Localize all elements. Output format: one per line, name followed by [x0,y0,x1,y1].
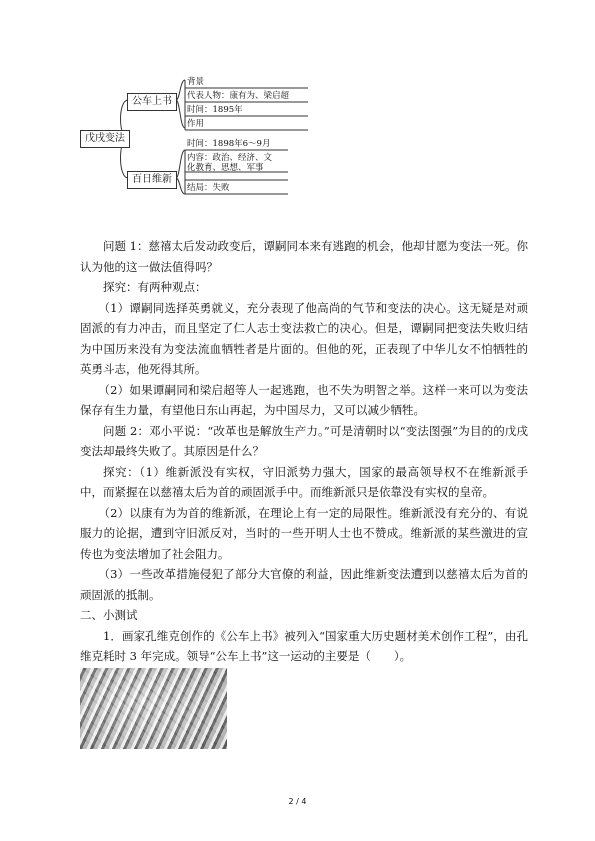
mind-map-leaf: 代表人物：康有为、梁启超 [187,91,290,101]
mind-map-branch-gongche: 公车上书 [127,93,177,111]
mind-map-leaf: 结局：失败 [187,183,230,193]
question-1: 问题 1：慈禧太后发动政变后，谭嗣同本来有逃跑的机会，他却甘愿为变法一死。你认为他的这一做法值得吗？ [80,239,528,274]
mind-map-leaf: 作用 [187,119,205,129]
inquiry-reason-1: 探究：（1）维新派没有实权，守旧派势力强大，国家的最高领导权不在维新派手中，而紧握在以慈禧太后为首的顽固派手中。而维新派只是依靠没有实权的皇帝。 [80,464,528,499]
inquiry-view-2: （2）如果谭嗣同和梁启超等人一起逃跑，也不失为明智之举。这样一来可以为变法保存有生力量，有望他日东山再起，为中国尽力，又可以减少牺牲。 [80,382,528,417]
mind-map-lines [0,0,595,200]
inquiry-reason-2: （2）以康有为为首的维新派，在理论上有一定的局限性。维新派没有充分的、有说服力的论据，遭到守旧派反对，当时的一些开明人士也不赞成。维新派的某些激进的宣传也为变法增加了社会阻力。 [80,505,528,561]
mind-map-leaf: 内容：政治、经济、文 [187,153,273,163]
mind-map [0,0,595,200]
mind-map-leaf: 时间：1898年6～9月 [187,139,271,149]
question-2: 问题 2：邓小平说：“改革也是解放生产力。”可是清朝时以“变法图强”为目的的戊戌变法却最终失败了。其原因是什么？ [80,423,528,458]
section-heading-quiz: 二、小测试 [80,608,138,622]
inquiry-reason-3: （3）一些改革措施侵犯了部分大官僚的利益，因此维新变法遭到以慈禧太后为首的顽固派的抵制。 [80,567,528,602]
inquiry-intro: 探究：有两种观点： [103,280,207,294]
mind-map-root: 戊戌变法 [80,130,130,148]
inquiry-view-1: （1）谭嗣同选择英勇就义，充分表现了他高尚的气节和变法的决心。这无疑是对顽固派的有力冲击，而且坚定了仁人志士变法救亡的决心。但是，谭嗣同把变法失败归结为中国历来没有为变法流血牺牲者是片面的。但他的死，正表现了中华儿女不怕牺牲的英勇斗志，他死得其所。 [80,300,528,376]
painting-image [80,668,227,749]
mind-map-leaf: 时间：1895年 [187,105,243,115]
mind-map-leaf: 背景 [187,77,205,87]
mind-map-leaf: 化教育、思想、军事 [187,163,264,173]
quiz-question-1: 1．画家孔维克创作的《公车上书》被列入“国家重大历史题材美术创作工程”，由孔维克耗时 3 年完成。领导“公车上书”这一运动的主要是（ ）。 [80,628,528,663]
page-number: 2 / 4 [288,797,307,806]
mind-map-branch-bairi: 百日维新 [127,171,177,189]
document-body [80,236,528,667]
